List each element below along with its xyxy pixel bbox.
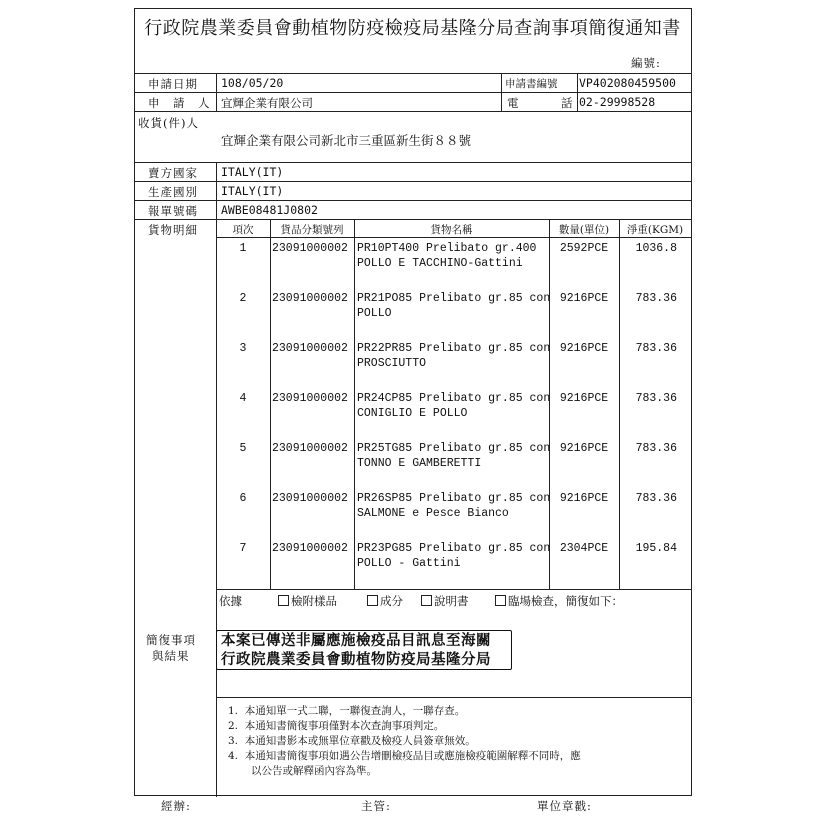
- col-header-goods-name: 貨物名稱: [430, 224, 473, 236]
- phone-label-a: 電: [507, 96, 520, 110]
- row-hs-code: 23091000002: [272, 242, 348, 255]
- application-number-value: VP402080459500: [579, 76, 676, 90]
- row-quantity: 9216PCE: [559, 342, 609, 355]
- col-header-net-weight: 淨重(KGM): [626, 224, 684, 236]
- serial-label: 編號:: [631, 56, 661, 70]
- row-net-weight: 783.36: [635, 342, 677, 355]
- row-item-no: 4: [239, 392, 247, 405]
- phone-label-b: 話: [561, 96, 574, 110]
- row-goods-name-line2: POLLO: [357, 307, 392, 320]
- basis-label: 依據: [219, 594, 242, 608]
- apply-date-label: 申請日期: [148, 77, 198, 91]
- option-ingredients: 成分: [367, 593, 403, 609]
- row-item-no: 6: [239, 492, 247, 505]
- row-net-weight: 783.36: [635, 442, 677, 455]
- row-hs-code: 23091000002: [272, 392, 348, 405]
- manual-checkbox: [421, 595, 432, 606]
- goods-detail-label: 貨物明細: [148, 223, 198, 237]
- note-item: 1. 本通知單一式二聯，一聯復查詢人，一聯存查。: [228, 705, 466, 717]
- row-goods-name-line1: PR24CP85 Prelibato gr.85 con: [357, 392, 551, 405]
- row-item-no: 2: [239, 292, 247, 305]
- reply-label-line1: 簡復事項: [146, 633, 196, 647]
- row-item-no: 5: [239, 442, 247, 455]
- ingredients-checkbox: [367, 595, 378, 606]
- row-hs-code: 23091000002: [272, 442, 348, 455]
- row-goods-name-line2: TONNO E GAMBERETTI: [357, 457, 482, 470]
- origin-country-label: 生產國別: [148, 185, 198, 199]
- row-net-weight: 783.36: [635, 292, 677, 305]
- row-quantity: 9216PCE: [559, 392, 609, 405]
- row-net-weight: 1036.8: [635, 242, 677, 255]
- row-quantity: 9216PCE: [559, 492, 609, 505]
- frame-bottom: [134, 795, 692, 796]
- stamp-line2: 行政院農業委員會動植物防疫局基隆分局: [221, 651, 491, 668]
- row-hs-code: 23091000002: [272, 542, 348, 555]
- row-net-weight: 783.36: [635, 492, 677, 505]
- note-item: 2. 本通知書簡復事項僅對本次查詢事項判定。: [228, 720, 445, 732]
- onsite-checkbox: [495, 595, 506, 606]
- note-continuation: 以公告或解釋函內容為準。: [251, 765, 377, 777]
- col-header-hs-code: 貨品分類號列: [280, 224, 344, 236]
- row-goods-name-line1: PR23PG85 Prelibato gr.85 con: [357, 542, 551, 555]
- row-hs-code: 23091000002: [272, 342, 348, 355]
- frame-left: [134, 8, 135, 796]
- reply-stamp: [216, 630, 512, 670]
- option-manual: 說明書: [421, 593, 469, 609]
- note-item: 4. 本通知書簡復事項如遇公告增刪檢疫品目或應施檢疫範圍解釋不同時，應: [228, 750, 581, 762]
- row-goods-name-line2: PROSCIUTTO: [357, 357, 427, 370]
- applicant-label: 申 請 人: [148, 96, 211, 110]
- document-title: 行政院農業委員會動植物防疫檢疫局基隆分局查詢事項簡復通知書: [144, 18, 681, 39]
- frame-right: [691, 8, 692, 796]
- row-item-no: 7: [239, 542, 247, 555]
- unit-seal-label: 單位章戳:: [537, 799, 592, 813]
- row-goods-name-line1: PR26SP85 Prelibato gr.85 con: [357, 492, 551, 505]
- col-header-item-no: 項次: [232, 224, 254, 236]
- seller-country-value: ITALY(IT): [221, 165, 284, 179]
- row-goods-name-line1: PR21PO85 Prelibato gr.85 con: [357, 292, 551, 305]
- row-net-weight: 195.84: [635, 542, 677, 555]
- row-hs-code: 23091000002: [272, 492, 348, 505]
- application-number-label: 申請書編號: [505, 78, 558, 90]
- row-quantity: 9216PCE: [559, 442, 609, 455]
- declaration-number-value: AWBE08481J0802: [221, 203, 318, 217]
- col-header-quantity: 數量(單位): [558, 224, 610, 236]
- origin-country-value: ITALY(IT): [221, 184, 284, 198]
- option-onsite-inspection: 臨場檢查，簡復如下：: [495, 593, 623, 609]
- stamp-line1: 本案已傳送非屬應施檢疫品目訊息至海關: [221, 632, 491, 649]
- option-sample: 檢附樣品: [278, 593, 337, 609]
- applicant-value: 宜輝企業有限公司: [221, 96, 313, 110]
- row-quantity: 2304PCE: [559, 542, 609, 555]
- row-quantity: 2592PCE: [559, 242, 609, 255]
- note-item: 3. 本通知書影本或無單位章戳及檢疫人員簽章無效。: [228, 735, 476, 747]
- row-goods-name-line2: SALMONE e Pesce Bianco: [357, 507, 509, 520]
- row-net-weight: 783.36: [635, 392, 677, 405]
- row-goods-name-line2: POLLO - Gattini: [357, 557, 461, 570]
- row-item-no: 1: [239, 242, 247, 255]
- consignee-label: 收貨(件)人: [138, 116, 199, 130]
- seller-country-label: 賣方國家: [148, 166, 198, 180]
- row-goods-name-line2: CONIGLIO E POLLO: [357, 407, 468, 420]
- row-goods-name-line2: POLLO E TACCHINO-Gattini: [357, 257, 523, 270]
- consignee-value: 宜輝企業有限公司新北市三重區新生街８８號: [221, 133, 472, 148]
- apply-date-value: 108/05/20: [221, 76, 284, 90]
- reply-label-line2: 與結果: [152, 649, 190, 663]
- frame-top: [134, 8, 692, 9]
- supervisor-label: 主管:: [361, 799, 391, 813]
- declaration-number-label: 報單號碼: [148, 204, 198, 218]
- sample-checkbox: [278, 595, 289, 606]
- row-goods-name-line1: PR22PR85 Prelibato gr.85 con: [357, 342, 551, 355]
- handler-label: 經辦:: [161, 799, 191, 813]
- row-quantity: 9216PCE: [559, 292, 609, 305]
- row-hs-code: 23091000002: [272, 292, 348, 305]
- row-goods-name-line1: PR25TG85 Prelibato gr.85 con: [357, 442, 551, 455]
- row-item-no: 3: [239, 342, 247, 355]
- phone-value: 02-29998528: [579, 95, 656, 109]
- row-goods-name-line1: PR10PT400 Prelibato gr.400: [357, 242, 537, 255]
